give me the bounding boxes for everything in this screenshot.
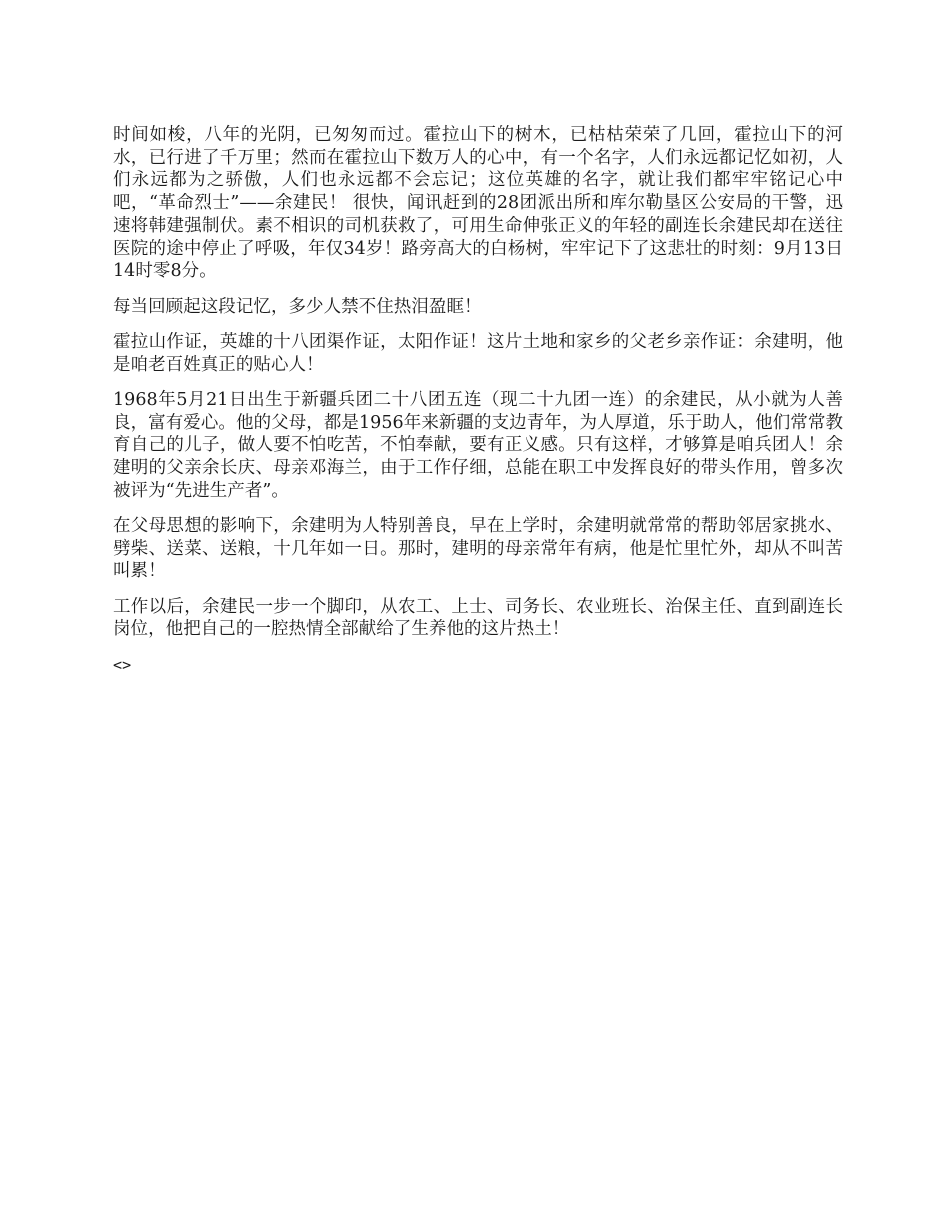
paragraph-1: 时间如梭，八年的光阴，已匆匆而过。霍拉山下的树木，已枯枯荣荣了几回，霍拉山下的河水，已行进了千万里；然而在霍拉山下数万人的心中，有一个名字，人们永远都记忆如初，人们永远都为之骄傲，人们也永远都不会忘记；这位英雄的名字，就让我们都牢牢铭记心中吧，“革命烈士”——余建民！ 很快，闻讯赶到的28团派出所和库尔勒垦区公安局的干警，迅速将韩建强制伏。素不相识的司机获救了，可用生命伸张正义的年轻的副连长余建民却在送往医院的途中停止了呼吸，年仅34岁！路旁高大的白杨树，牢牢记下了这悲壮的时刻：9月13日14时零8分。 [113, 125, 843, 282]
paragraph-4: 1968年5月21日出生于新疆兵团二十八团五连（现二十九团一连）的余建民，从小就为人善良，富有爱心。他的父母，都是1956年来新疆的支边青年，为人厚道，乐于助人，他们常常教育自己的儿子，做人要不怕吃苦，不怕奉献，要有正义感。只有这样，才够算是咱兵团人！余建明的父亲余长庆、母亲邓海兰，由于工作仔细，总能在职工中发挥良好的带头作用，曾多次被评为“先进生产者”。 [113, 389, 843, 501]
paragraph-5: 在父母思想的影响下，余建明为人特别善良，早在上学时，余建明就常常的帮助邻居家挑水、劈柴、送菜、送粮，十几年如一日。那时，建明的母亲常年有病，他是忙里忙外，却从不叫苦叫累！ [113, 515, 843, 582]
trailing-markup-text: <> [113, 655, 132, 674]
paragraph-2: 每当回顾起这段记忆，多少人禁不住热泪盈眶！ [113, 296, 482, 317]
paragraph-6: 工作以后，余建民一步一个脚印，从农工、上士、司务长、农业班长、治保主任、直到副连长岗位，他把自己的一腔热情全部献给了生养他的这片热土！ [113, 596, 843, 640]
paragraph-3: 霍拉山作证，英雄的十八团渠作证，太阳作证！这片土地和家乡的父老乡亲作证：余建明，他是咱老百姓真正的贴心人！ [113, 331, 843, 375]
document-body [113, 124, 843, 676]
